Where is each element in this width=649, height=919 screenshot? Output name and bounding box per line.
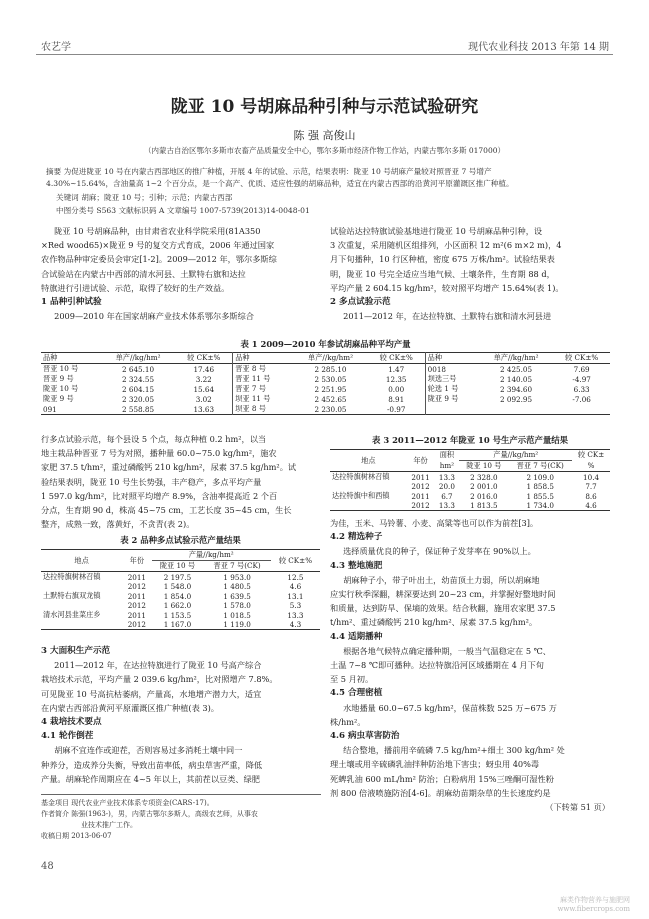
- table-row: [330, 501, 610, 511]
- table1-grid: [41, 352, 610, 415]
- t2-cell: 1 548.0: [163, 582, 192, 591]
- t2-cell: 1 119.0: [223, 620, 251, 629]
- text-line: 为佳，玉米、马铃薯、小麦、高粱等也可以作为前茬[3]。: [330, 518, 539, 528]
- t3-h-pct: 较 CK±: [577, 450, 605, 460]
- t2-cell: 1 153.5: [163, 610, 192, 620]
- t2-cell: 1 167.0: [163, 620, 192, 629]
- text-line: 产量。胡麻轮作周期应在 4~5 年以上，其前茬以豆类、绿肥: [41, 773, 260, 784]
- text-line: 可见陇亚 10 号高抗枯萎病，产量高，水地增产潜力大，适宜: [41, 688, 262, 699]
- keywords: 关键词 胡麻；陇亚 10 号；引种；示范；内蒙古西部: [56, 193, 233, 202]
- t2-h-year: 年份: [129, 555, 145, 565]
- t1-cell: 坝亚 8 号: [233, 404, 294, 415]
- footnote-rule: [41, 794, 321, 795]
- journal-issue: 现代农业科技 2013 年第 14 期: [468, 42, 609, 53]
- text-line: 种养分，造成养分失衡，导致出苗率低，病虫草害严重，降低: [41, 759, 263, 770]
- t1-header-cell: 单产//kg/hm²: [115, 353, 161, 362]
- intro-left: [41, 224, 320, 323]
- t3-cell: [330, 501, 407, 511]
- t3-cell: 7.7: [585, 482, 597, 491]
- t2-cell: 2012: [127, 582, 146, 591]
- text-line: 陇亚 10 号胡麻品种，由甘肃省农业科学院采用(81A350: [54, 226, 261, 236]
- table2-grid: [41, 549, 320, 630]
- t2-cell: 2011: [127, 610, 146, 620]
- text-line: 明，陇亚 10 号完全适应当地气候、土壤条件，生育期 88 d，: [330, 268, 555, 279]
- text-line: 株/hm²。: [330, 716, 366, 727]
- t2-cell: 1 578.0: [223, 601, 251, 610]
- footnote-line: 基金项目 现代农业产业技术体系专项资金(CARS-17)。: [41, 799, 214, 807]
- t1-cell: -0.97: [387, 404, 406, 414]
- t1-cell: 2 285.10: [314, 364, 347, 374]
- t3-cell: 2011: [411, 472, 430, 482]
- t2-cell: 1 480.5: [223, 582, 251, 591]
- t3-cell: 达拉特旗中和西镇: [332, 491, 390, 500]
- t2-cell: 4.6: [289, 582, 302, 591]
- t2-cell: 2011: [127, 591, 146, 601]
- t2-cell: 2012: [127, 620, 146, 629]
- subsection-heading: 4.4 适期播种: [330, 631, 383, 642]
- t3-h-area: 面积: [439, 450, 455, 460]
- t3-cell: 2 016.0: [470, 491, 498, 501]
- t1-cell: 12.35: [385, 374, 407, 384]
- t2-cell: [41, 601, 122, 610]
- t1-cell: 6.33: [573, 384, 590, 394]
- t1-cell: 3.22: [195, 374, 212, 384]
- table-row: [41, 374, 610, 384]
- t3-cell: 1 734.0: [526, 501, 554, 510]
- t1-cell: 2 558.85: [122, 404, 155, 414]
- t3-cell: 20.0: [438, 482, 455, 491]
- text-line: 2011—2012 年，在达拉特旗、土默特右旗和清水河县进: [343, 311, 552, 322]
- subsection-heading: 4.3 整地施肥: [330, 560, 383, 571]
- t1-cell: 晋亚 11 号: [233, 374, 294, 384]
- t3-cell: 1 858.5: [526, 482, 554, 491]
- table2-caption: 表 2 品种多点试验示范产量结果: [120, 535, 241, 545]
- classification: 中图分类号 S563 文献标识码 A 文章编号 1007-5739(2013)14-0048-01: [56, 206, 310, 215]
- table1-caption: 表 1 2009—2010 年参试胡麻品种平均产量: [240, 339, 411, 349]
- footnotes: [41, 798, 321, 842]
- text-line: 在内蒙古西部沿黄河平原灌溉区推广种植(表 3)。: [41, 702, 219, 713]
- t2-cell: 达拉特旗树林召镇: [43, 572, 101, 581]
- section-heading: 3 大面积生产示范: [41, 646, 111, 656]
- t3-h-b: 晋亚 7 号(CK): [516, 461, 564, 470]
- authors: 陈 强 高俊山: [293, 129, 356, 142]
- watermark-line: 麻类作物营养与施肥网: [560, 896, 630, 904]
- text-line: 2011—2012 年，在达拉特旗进行了陇亚 10 号高产综合: [54, 660, 262, 671]
- t2-h-yield: 产量//kg/hm²: [152, 550, 271, 561]
- t1-header-cell: 品种: [233, 353, 294, 364]
- t3-cell: 13.3: [438, 472, 455, 482]
- t2-h-pct: 较 CK±%: [278, 555, 313, 565]
- t3-cell: 达拉特旗树林召镇: [332, 472, 390, 481]
- t1-cell: 晋亚 7 号: [233, 384, 294, 394]
- table-row: [41, 620, 320, 630]
- t3-cell: [330, 482, 407, 491]
- t3-cell: 2 328.0: [470, 472, 498, 482]
- t1-cell: 2 604.15: [122, 384, 155, 394]
- text-line: 整齐，成熟一致，落黄好，不贪青(表 2)。: [41, 519, 195, 530]
- text-line: 试验站达拉特旗试验基地进行陇亚 10 号胡麻品种引种，设: [330, 226, 543, 236]
- t3-h-pct-unit: %: [587, 461, 595, 471]
- subsection-heading: 4.5 合理密植: [330, 688, 383, 699]
- t2-cell: [41, 582, 122, 591]
- t1-cell: 1.47: [388, 364, 405, 374]
- text-line: 月下旬播种，10 行区种植，密度 675 万株/hm²。试验结果表: [330, 254, 555, 265]
- t1-cell: 0018: [425, 364, 479, 375]
- affiliation: （内蒙古自治区鄂尔多斯市农畜产品质量安全中心，鄂尔多斯市经济作物工作站，内蒙古鄂尔多斯 017000）: [143, 146, 505, 155]
- t3-cell: 2012: [411, 482, 430, 491]
- t2-cell: 1 018.5: [223, 610, 251, 620]
- t1-cell: 13.63: [193, 404, 215, 414]
- text-line: 1 597.0 kg/hm²，比对照平均增产 8.9%，含油率提高近 2 个百: [41, 490, 278, 501]
- text-line: 和质量，达到防旱、保墒的效果。结合秋翻，施用农家肥 37.5: [330, 603, 556, 614]
- t1-cell: [479, 404, 554, 415]
- table3-grid: [330, 449, 610, 511]
- t1-cell: 2 324.55: [122, 374, 155, 384]
- section-heading: 4 栽培技术要点: [41, 717, 102, 728]
- t1-header-cell: 较 CK±%: [379, 353, 413, 362]
- t3-cell: 8.6: [585, 491, 597, 501]
- table-row: [41, 591, 320, 601]
- text-line: 土温 7~8 ℃即可播种。达拉特旗沿河区域播期在 4 月下旬: [330, 660, 544, 671]
- table-row: [41, 572, 320, 583]
- t1-cell: 晋亚 10 号: [43, 364, 79, 373]
- text-line: ×Red wood65)×陇亚 9 号的复交方式育成，2006 年通过国家: [41, 240, 275, 251]
- t1-cell: [425, 404, 479, 415]
- table2: [41, 549, 320, 630]
- t1-cell: 陇亚 9 号: [425, 394, 479, 404]
- t1-cell: 2 645.10: [122, 364, 155, 374]
- text-line: 地主栽品种晋亚 7 号为对照，播种量 60.0~75.0 kg/hm²，施农: [41, 448, 277, 459]
- t3-cell: 6.7: [441, 491, 453, 501]
- t2-cell: 清水河县韭菜庄乡: [43, 610, 101, 619]
- t2-cell: 4.3: [289, 620, 302, 629]
- t3-cell: 2011: [411, 491, 430, 501]
- t3-h-site: 地点: [361, 455, 376, 465]
- text-line: 水地播量 60.0~67.5 kg/hm²，保苗株数 525 万~675 万: [343, 702, 557, 713]
- t1-cell: 坝亚 11 号: [233, 394, 294, 404]
- subsection-heading: 4.1 轮作倒茬: [41, 731, 94, 742]
- page-number: 48: [41, 861, 54, 872]
- continued-note: （下转第 51 页）: [545, 802, 610, 813]
- text-line: 剂 800 倍液喷施防治[4-6]。胡麻幼苗期杂草的生长速度约是: [330, 787, 551, 798]
- text-line: 选择质量优良的种子，保证种子发芽率在 90%以上。: [343, 546, 536, 557]
- multi-site-text: [41, 432, 320, 531]
- subsection-heading: 4.6 病虫草害防治: [330, 731, 400, 742]
- text-line: 农作物品种审定委员会审定[1-2]。2009—2012 年，鄂尔多斯综: [41, 254, 277, 265]
- t2-cell: 12.5: [287, 572, 304, 582]
- t1-cell: 2 394.60: [500, 384, 533, 394]
- t3-cell: 2 001.0: [470, 482, 498, 491]
- t1-cell: 晋亚 9 号: [43, 374, 74, 383]
- t3-cell: 1 855.5: [526, 491, 554, 501]
- t3-h-year: 年份: [413, 455, 428, 465]
- t1-cell: 晋亚 8 号: [233, 364, 294, 375]
- t3-cell: 4.6: [585, 501, 597, 510]
- table1: [41, 352, 610, 415]
- table3: [330, 449, 610, 511]
- t2-h-a: 陇亚 10 号: [159, 561, 196, 570]
- text-line: 家肥 37.5 t/hm²，重过磷酸钙 210 kg/hm²，尿素 37.5 kg/hm²。试: [41, 462, 297, 473]
- t1-cell: -7.06: [572, 394, 591, 404]
- text-line: 特旗进行引进试验、示范，取得了较好的生产效益。: [41, 282, 230, 293]
- t3-cell: 2 109.0: [526, 472, 554, 482]
- table-row: [41, 582, 320, 591]
- t1-cell: 8.91: [388, 394, 405, 404]
- t1-cell: 7.69: [573, 364, 590, 374]
- subsection-heading: 4.2 精选种子: [330, 532, 383, 543]
- t2-cell: 2012: [127, 601, 146, 610]
- table-row: [41, 610, 320, 620]
- t3-cell: 13.3: [438, 501, 455, 510]
- t2-cell: 13.3: [287, 610, 304, 620]
- intro-right: [330, 224, 610, 323]
- table-row: [330, 491, 610, 501]
- t1-header-cell: 品种: [43, 353, 58, 362]
- table3-caption: 表 3 2011—2012 年陇亚 10 号生产示范产量结果: [372, 435, 568, 445]
- footnote-line: 收稿日期 2013-06-07: [41, 832, 112, 840]
- abstract: [46, 166, 606, 190]
- t1-cell: 坝选三号: [425, 374, 479, 384]
- t1-header-cell: 品种: [425, 353, 479, 364]
- t1-cell: 2 452.65: [314, 394, 347, 404]
- t1-header-cell: 单产//kg/hm²: [493, 353, 539, 362]
- table-row: [41, 394, 610, 404]
- t2-cell: 土默特右旗双龙镇: [43, 591, 101, 600]
- text-line: t/hm²、重过磷酸钙 210 kg/hm²、尿素 37.5 kg/hm²。: [330, 617, 538, 628]
- t1-cell: 2 530.05: [314, 374, 347, 384]
- text-line: 2009—2010 年在国家胡麻产业技术体系鄂尔多斯综合: [54, 311, 254, 322]
- t3-h-a: 陇亚 10 号: [466, 461, 502, 470]
- t2-cell: 1 854.0: [163, 591, 192, 601]
- footnote-line: 业技术推广工作。: [81, 821, 137, 829]
- abstract-line: 4.30%~15.64%，含油量高 1~2 个百分点，是一个高产、优质、适应性强的胡麻品种，适宜在内蒙古西部的沿黄河平原灌溉区推广种植。: [46, 179, 514, 188]
- t2-h-site: 地点: [74, 555, 89, 565]
- t1-cell: 2 251.95: [314, 384, 347, 394]
- t2-cell: 2 197.5: [163, 572, 192, 582]
- t2-cell: 2011: [127, 572, 146, 582]
- t2-h-b: 晋亚 7 号(CK): [213, 561, 261, 570]
- text-line: 理土壤或用辛硫磷乳油拌种防治地下害虫；蚜虫用 40%毒: [330, 759, 540, 770]
- t2-cell: 5.3: [289, 601, 302, 610]
- t2-cell: [41, 620, 122, 630]
- t1-cell: 2 140.05: [500, 374, 533, 384]
- t1-cell: 091: [43, 404, 57, 414]
- text-line: 行多点试验示范，每个县设 5 个点，每点种植 0.2 hm²，以当: [41, 434, 267, 444]
- t3-cell: 1 813.5: [470, 501, 498, 510]
- t1-cell: 陇亚 10 号: [43, 384, 79, 393]
- section-heading: 2 多点试验示范: [330, 297, 391, 308]
- text-line: 合试验站在内蒙古中西部的清水河县、土默特右旗和达拉: [41, 268, 246, 279]
- t1-cell: 2 320.05: [122, 394, 155, 404]
- header-rule: [36, 54, 613, 55]
- cultivation-text: [330, 516, 610, 814]
- text-line: 3 次重复，采用随机区组排列，小区面积 12 m²(6 m×2 m)，4: [330, 240, 562, 251]
- text-line: 平均产量 2 604.15 kg/hm²，较对照平均增产 15.64%(表 1)。: [330, 282, 564, 293]
- t1-header-cell: 较 CK±%: [187, 353, 221, 362]
- t3-h-area-unit: hm²: [439, 461, 455, 471]
- t1-cell: 15.64: [193, 384, 215, 394]
- t1-cell: [553, 404, 610, 415]
- t1-cell: 0.00: [388, 384, 405, 394]
- t1-cell: 3.02: [195, 394, 212, 404]
- t1-cell: 2 230.05: [314, 404, 347, 414]
- t1-header-cell: 较 CK±%: [565, 353, 599, 362]
- text-line: 栽培技术示范，平均产量 2 039.6 kg/hm²，比对照增产 7.8%。: [41, 674, 278, 685]
- t2-cell: 13.1: [287, 591, 304, 601]
- paper-title: 陇亚 10 号胡麻品种引种与示范试验研究: [170, 97, 479, 117]
- text-line: 分点，生育期 90 d，株高 45~75 cm，工艺长度 35~45 cm，生长: [41, 505, 292, 516]
- table-row: [41, 404, 610, 415]
- footnote-line: 作者简介 陈强(1963-)，男，内蒙古鄂尔多斯人，高级农艺师，从事农: [41, 810, 258, 818]
- t3-cell: 10.4: [583, 472, 600, 482]
- table-row: [41, 384, 610, 394]
- watermark-line: www.fibercrops.com: [557, 905, 630, 913]
- text-line: 至 5 月初。: [330, 674, 374, 685]
- table-row: [330, 472, 610, 483]
- journal-section: 农艺学: [41, 42, 71, 53]
- watermark: [470, 896, 630, 914]
- table-row: [330, 482, 610, 491]
- text-line: 胡麻种子小，带子叶出土，幼苗顶土力弱，所以胡麻地: [343, 574, 540, 585]
- table-row: [41, 601, 320, 610]
- t2-cell: 1 639.5: [223, 591, 251, 601]
- text-line: 结合整地，播前用辛硫磷 7.5 kg/hm²+细土 300 kg/hm² 处: [343, 745, 565, 756]
- t2-cell: 1 953.0: [223, 572, 251, 582]
- t3-cell: 2012: [411, 501, 430, 510]
- text-line: 验结果表明，陇亚 10 号生长势强，丰产稳产，多点平均产量: [41, 476, 262, 487]
- table-row: [41, 364, 610, 375]
- t1-cell: -4.97: [572, 374, 591, 384]
- text-line: 死蜱乳油 600 mL/hm² 防治；白粉病用 15%三唑酮可湿性粉: [330, 773, 554, 784]
- text-line: 根据各地气候特点确定播种期，一般当气温稳定在 5 ℃、: [343, 645, 551, 656]
- large-area-text: [41, 644, 320, 786]
- t1-header-cell: 单产//kg/hm²: [308, 353, 353, 362]
- t1-cell: 轮选 1 号: [425, 384, 479, 394]
- section-heading: 1 品种引种试验: [41, 297, 102, 308]
- t1-cell: 2 092.95: [500, 394, 533, 404]
- t2-cell: 1 662.0: [163, 601, 192, 610]
- abstract-line: 摘要 为促进陇亚 10 号在内蒙古西部地区的推广种植，开展 4 年的试验、示范，结果表明：陇亚 10 号胡麻产量较对照晋亚 7 号增产: [46, 167, 492, 176]
- text-line: 胡麻不宜连作或迎茬，否则容易过多消耗土壤中同一: [54, 745, 243, 756]
- t3-h-yield: 产量//kg/hm²: [459, 450, 572, 461]
- text-line: 应实行秋季深翻，耕深要达到 20~23 cm，并掌握好整地时间: [330, 589, 556, 600]
- t1-cell: 陇亚 9 号: [43, 394, 74, 403]
- t1-cell: 17.46: [193, 364, 215, 374]
- t1-cell: 2 425.05: [500, 364, 533, 374]
